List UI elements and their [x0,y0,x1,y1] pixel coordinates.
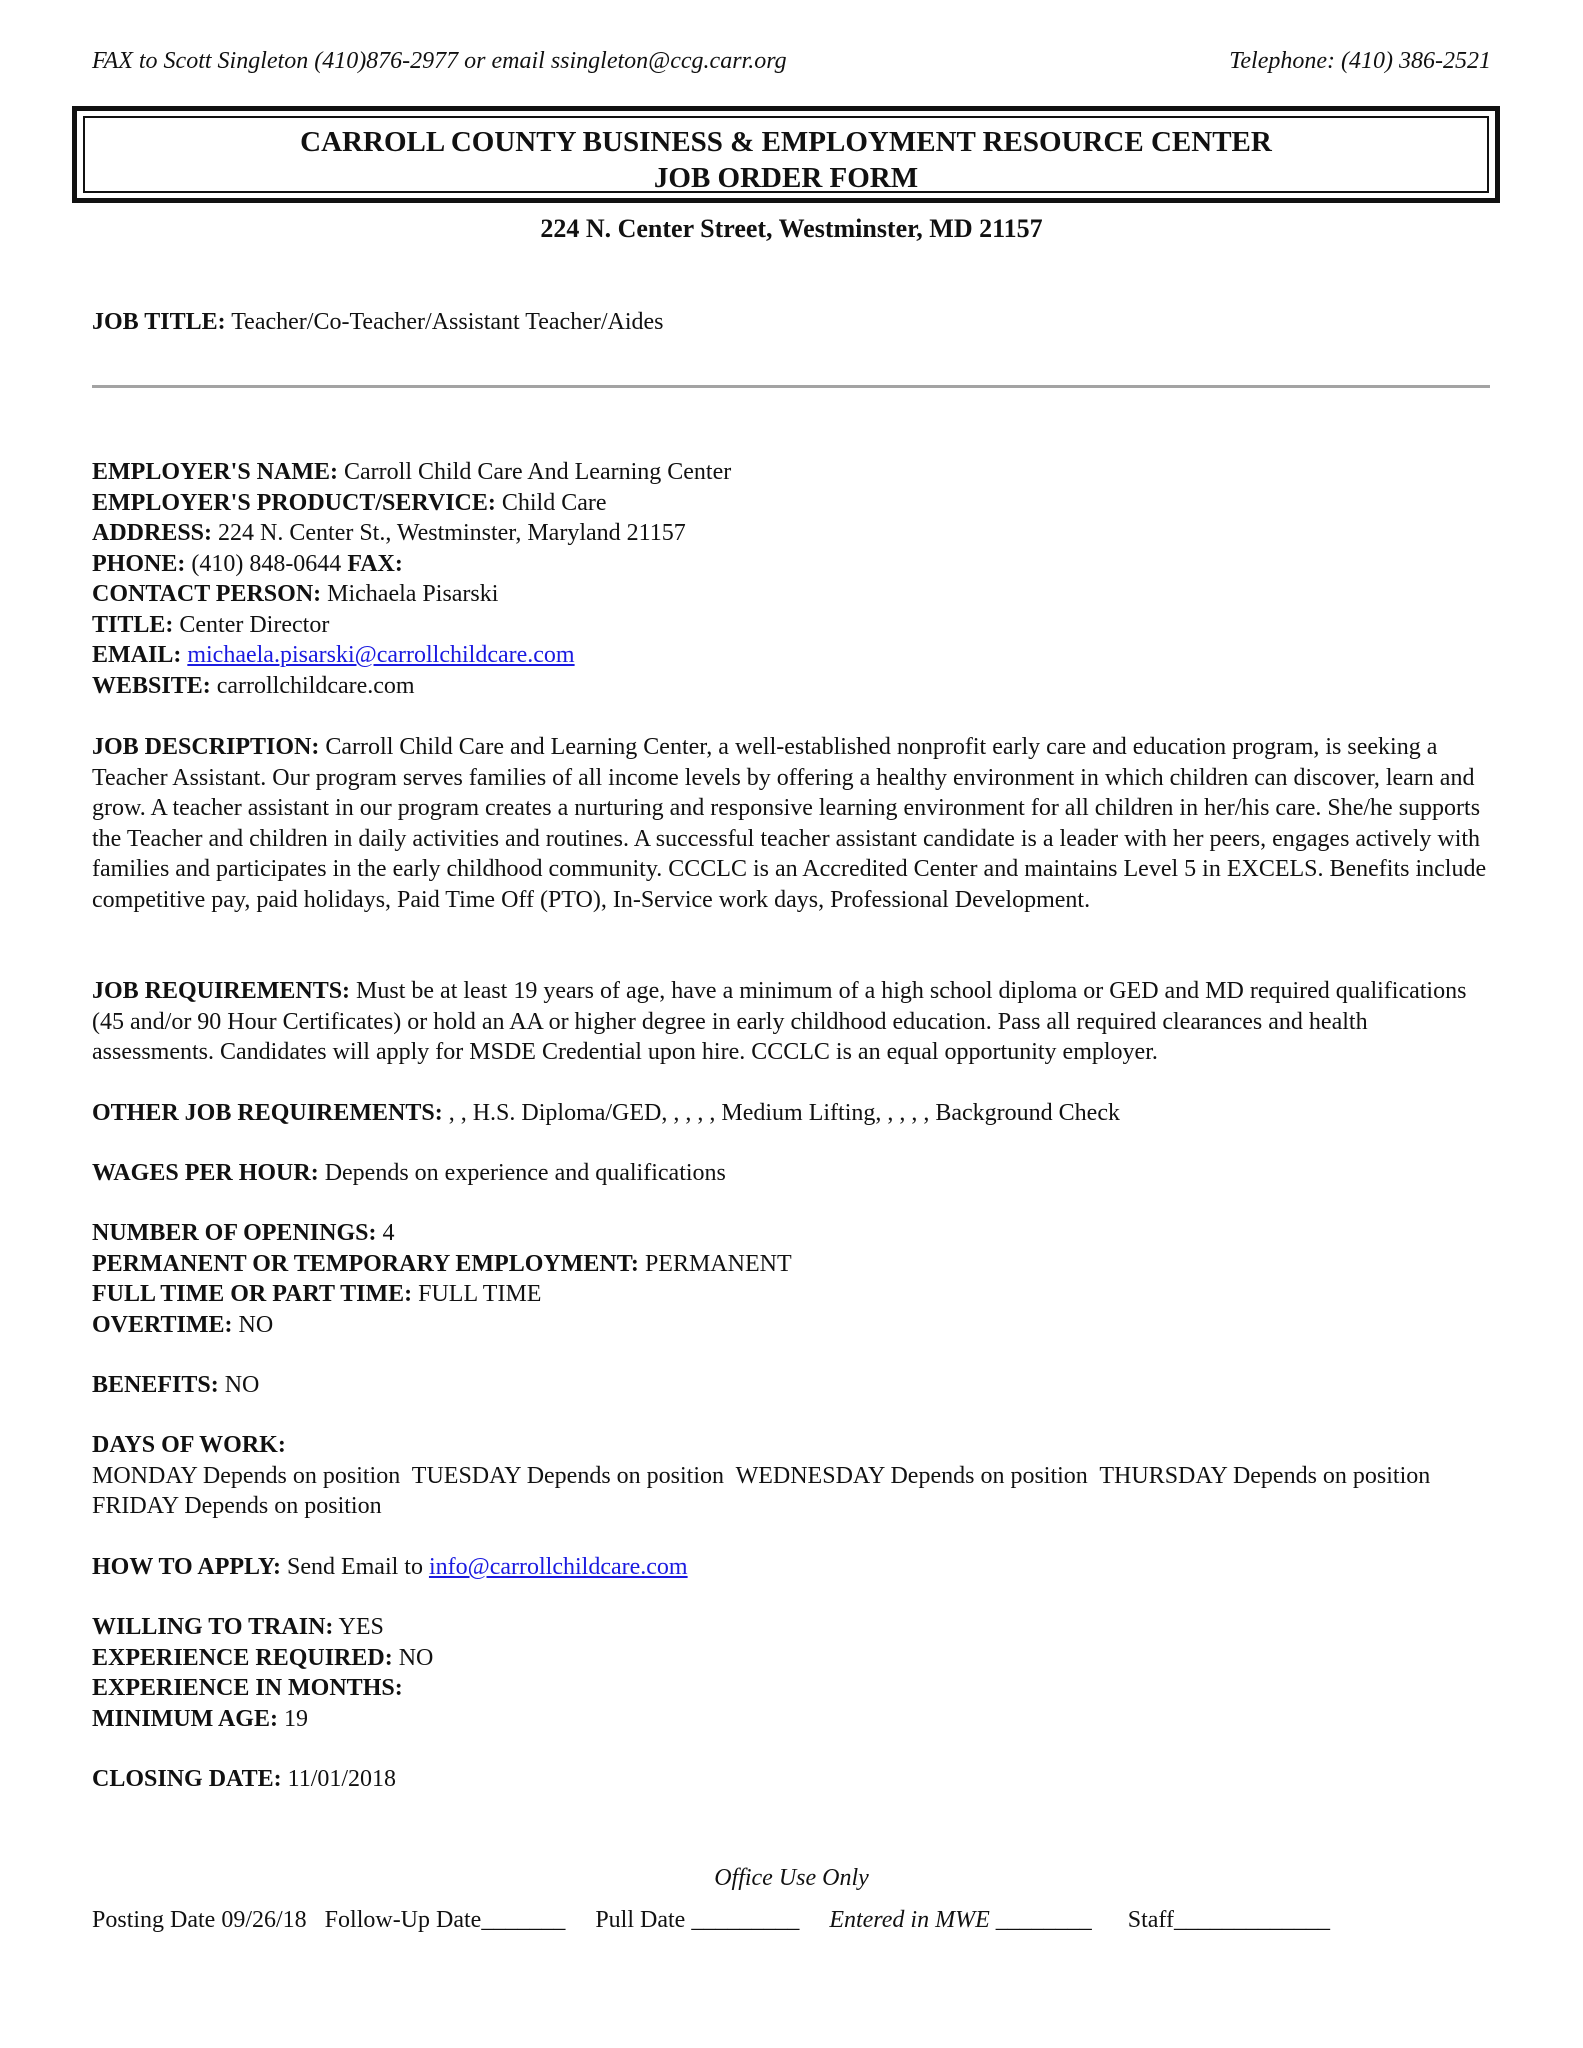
how-to-apply [92,1552,1492,1583]
other-requirements-text: , , H.S. Diploma/GED, , , , , Medium Lifting, , , , , Background Check [448,1100,1120,1126]
closing-date [92,1764,1492,1795]
overtime-value: NO [238,1311,274,1338]
contact-person: Michaela Pisarski [327,581,499,607]
fulltime-value: FULL TIME [418,1281,542,1307]
office-use-title: Office Use Only [714,1865,869,1891]
job-requirements-label: JOB REQUIREMENTS: [92,978,351,1004]
employer-phone: (410) 848-0644 [191,550,342,577]
days-label: DAYS OF WORK: [92,1432,286,1458]
wages-text: Depends on experience and qualifications [324,1160,726,1186]
openings-label: NUMBER OF OPENINGS: [92,1220,377,1246]
job-requirements-text: Must be at least 19 years of age, have a minimum of a high school diploma or GED and MD required qualifications (45 and/or 90 Hour Certificates) or hold an AA or higher degree in early childhood education. Pass all required clearances and health assessments. Candidates will apply for MSDE Credential upon hire. CCCLC is an equal opportunity employer. [92,978,1467,1065]
employer-address: 224 N. Center St., Westminster, Maryland 21157 [218,520,686,546]
job-requirements [92,976,1492,1068]
contact-title: Center Director [179,611,330,638]
closing-value: 11/01/2018 [287,1766,397,1792]
experience-value: NO [398,1644,434,1671]
benefits-value: NO [224,1372,260,1398]
job-description-text: Carroll Child Care and Learning Center, a well-established nonprofit early care and education program, is seeking a Teacher Assistant. Our program serves families of all income levels by offering a healthy environment in which children can discover, learn and grow. A teacher assistant in our program creates a nurturing and responsive learning environment for all children in her/his care. She/he supports the Teacher and children in daily activities and routines. A successful teacher assistant candidate is a leader with her peers, engages actively with families and participates in the early childhood community. CCCLC is an Accredited Center and maintains Level 5 in EXCELS. Benefits include competitive pay, paid holidays, Paid Time Off (PTO), In-Service work days, Professional Development. [92,734,1487,913]
job-title-label: JOB TITLE: [92,309,226,335]
employer-name-label: EMPLOYER'S NAME: [92,459,338,485]
job-description-label: JOB DESCRIPTION: [92,734,320,760]
other-requirements [92,1098,1492,1129]
apply-email-link[interactable]: info@carrollchildcare.com [428,1554,688,1580]
training-block [92,1612,1492,1734]
job-title-row [92,307,664,338]
website-label: WEBSITE: [92,672,211,699]
email-label: EMAIL: [92,642,182,668]
wages-label: WAGES PER HOUR: [92,1160,319,1186]
followup-date: Follow-Up Date_______ [324,1907,566,1933]
minimum-age-value: 19 [283,1705,308,1732]
employer-product-label: EMPLOYER'S PRODUCT/SERVICE: [92,489,496,516]
permanent-label: PERMANENT OR TEMPORARY EMPLOYMENT: [92,1250,639,1277]
overtime-label: OVERTIME: [92,1311,233,1338]
experience-label: EXPERIENCE REQUIRED: [92,1644,393,1671]
job-description [92,732,1492,915]
job-title-value: Teacher/Co-Teacher/Assistant Teacher/Aides [231,309,664,335]
phone-label: PHONE: [92,550,186,577]
employer-block [92,457,1492,701]
fulltime-label: FULL TIME OR PART TIME: [92,1281,413,1307]
staff-field: Staff_____________ [1127,1907,1330,1933]
apply-text: Send Email to [286,1554,423,1580]
telephone-line: Telephone: (410) 386-2521 [1229,48,1491,74]
days-of-work [92,1430,1492,1522]
employer-email-link[interactable]: michaela.pisarski@carrollchildcare.com [187,642,575,668]
pull-date: Pull Date _________ [595,1907,800,1933]
train-label: WILLING TO TRAIN: [92,1614,334,1640]
divider [92,385,1490,388]
minimum-age-label: MINIMUM AGE: [92,1705,278,1732]
title-line-2: JOB ORDER FORM [653,162,919,194]
benefits [92,1370,1492,1401]
days-text: MONDAY Depends on position TUESDAY Depends on position WEDNESDAY Depends on position THURSDAY Depends on position FRIDAY Depends on position [92,1462,1443,1519]
employment-block [92,1218,1492,1340]
train-value: YES [338,1614,384,1640]
fax-line: FAX to Scott Singleton (410)876-2977 or email ssingleton@ccg.carr.org [92,48,787,74]
fax-label: FAX: [347,550,403,577]
wages [92,1158,1492,1189]
other-requirements-label: OTHER JOB REQUIREMENTS: [92,1100,443,1126]
employer-product: Child Care [501,489,607,516]
fax-header [92,46,1491,77]
contact-label: CONTACT PERSON: [92,581,322,607]
address-label: ADDRESS: [92,520,213,546]
experience-months-label: EXPERIENCE IN MONTHS: [92,1675,403,1701]
office-use-row [92,1905,1512,1936]
entered-mwe-label: Entered in MWE [829,1907,990,1933]
title-line-1: CARROLL COUNTY BUSINESS & EMPLOYMENT RESOURCE CENTER [300,126,1272,158]
permanent-value: PERMANENT [644,1250,792,1277]
employer-name: Carroll Child Care And Learning Center [344,459,732,485]
openings-value: 4 [382,1220,395,1246]
closing-label: CLOSING DATE: [92,1766,282,1792]
title-box [72,106,1500,203]
center-address: 224 N. Center Street, Westminster, MD 21157 [540,214,1043,243]
employer-website: carrollchildcare.com [216,672,415,699]
benefits-label: BENEFITS: [92,1372,219,1398]
contact-title-label: TITLE: [92,611,174,638]
apply-label: HOW TO APPLY: [92,1554,281,1580]
posting-date: Posting Date 09/26/18 [92,1907,307,1933]
entered-mwe-blank: ________ [995,1907,1092,1933]
